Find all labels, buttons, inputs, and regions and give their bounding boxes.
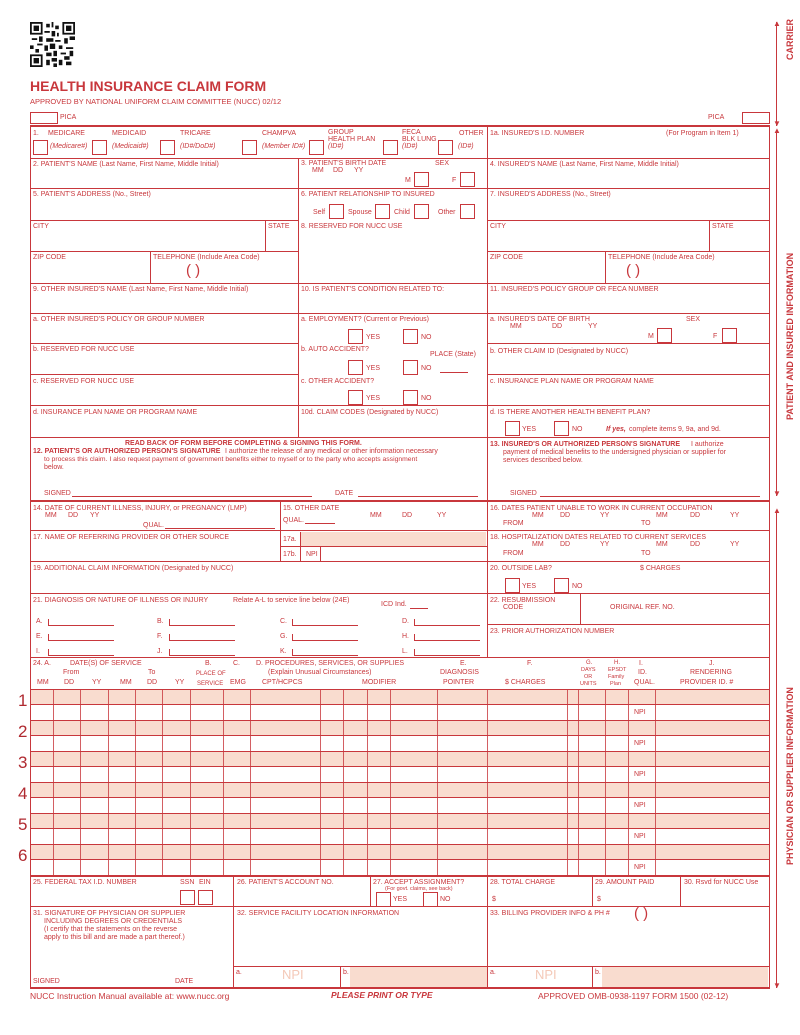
- diag-label: I.: [36, 648, 40, 655]
- diag-label: E.: [36, 633, 43, 640]
- field-22-code: CODE: [503, 604, 524, 611]
- side-physician: PHYSICIAN OR SUPPLIER INFORMATION: [785, 687, 795, 865]
- f27-yes: YES: [393, 896, 408, 903]
- field-4-label: 4. INSURED'S NAME (Last Name, First Name, Middle Initial): [490, 161, 679, 168]
- footer-right: APPROVED OMB-0938-1197 FORM 1500 (02-12): [538, 991, 729, 1001]
- diag-field[interactable]: [292, 625, 358, 626]
- read-back-notice: READ BACK OF FORM BEFORE COMPLETING & SIGNING THIS FORM.: [125, 440, 362, 447]
- f3-f: F: [452, 177, 457, 184]
- field-11-label: 11. INSURED'S POLICY GROUP OR FECA NUMBER: [490, 286, 659, 293]
- diag-label: B.: [157, 618, 164, 625]
- f10c-yes: YES: [366, 395, 381, 402]
- medicare-checkbox[interactable]: [33, 140, 48, 155]
- f24-dd2: DD: [147, 679, 158, 686]
- f10c-yes-checkbox[interactable]: [348, 390, 363, 405]
- field-32-label: 32. SERVICE FACILITY LOCATION INFORMATION: [237, 910, 400, 917]
- service-line-npi: NPI: [634, 740, 646, 747]
- city-label: CITY: [33, 223, 49, 230]
- f15-dd: DD: [402, 512, 413, 519]
- f24-qual: QUAL.: [634, 679, 656, 686]
- f24-rendering: RENDERING: [690, 669, 733, 676]
- diag-field[interactable]: [414, 655, 480, 656]
- service-line-shaded: [31, 752, 769, 766]
- f25-ssn: SSN: [180, 879, 195, 886]
- state-label-right: STATE: [712, 223, 734, 230]
- other-rel-checkbox[interactable]: [460, 204, 475, 219]
- field-11b-label: b. OTHER CLAIM ID (Designated by NUCC): [490, 348, 629, 355]
- field-22-ref: ORIGINAL REF. NO.: [610, 604, 675, 611]
- f24-i: I.: [639, 660, 643, 667]
- field-27-label: 27. ACCEPT ASSIGNMENT?: [373, 879, 465, 886]
- f25-ein: EIN: [199, 879, 211, 886]
- field-26-label: 26. PATIENT'S ACCOUNT NO.: [237, 879, 334, 886]
- form-title: HEALTH INSURANCE CLAIM FORM: [30, 78, 267, 94]
- service-line-npi: NPI: [634, 833, 646, 840]
- field-10d-label: 10d. CLAIM CODES (Designated by NUCC): [301, 409, 439, 416]
- field-10b-label: b. AUTO ACCIDENT?: [301, 346, 369, 353]
- field-31-2: INCLUDING DEGREES OR CREDENTIALS: [44, 918, 183, 925]
- field-11a-label: a. INSURED'S DATE OF BIRTH: [490, 316, 590, 323]
- f18-to: TO: [641, 550, 651, 557]
- f24-modifier: MODIFIER: [362, 679, 397, 686]
- field-15-label: 15. OTHER DATE: [283, 505, 340, 512]
- f17b-npi: NPI: [306, 551, 318, 558]
- field-11c-label: c. INSURANCE PLAN NAME OR PROGRAM NAME: [490, 378, 654, 385]
- diag-label: J.: [157, 648, 163, 655]
- f12-date: DATE: [335, 490, 354, 497]
- field-9b-label: b. RESERVED FOR NUCC USE: [33, 346, 135, 353]
- f24-a: 24. A.: [33, 660, 51, 667]
- f11d-yes-checkbox[interactable]: [505, 421, 520, 436]
- f20-no-checkbox[interactable]: [554, 578, 569, 593]
- f11a-f: F: [713, 333, 718, 340]
- diag-label: D.: [402, 618, 409, 625]
- f16-from: FROM: [503, 520, 524, 527]
- f16-yy1: YY: [600, 512, 610, 519]
- diag-field[interactable]: [292, 640, 358, 641]
- f11a-male-checkbox[interactable]: [657, 328, 672, 343]
- f24-explain: (Explain Unusual Circumstances): [268, 669, 372, 676]
- table-row[interactable]: [30, 798, 770, 813]
- f15-mm: MM: [370, 512, 382, 519]
- medicare-label: MEDICARE: [48, 130, 85, 137]
- f33-a: a.: [490, 969, 496, 976]
- blk-lung-label: BLK LUNG: [402, 136, 437, 143]
- service-line-number: 6: [18, 846, 28, 865]
- f24-units: UNITS: [580, 681, 597, 687]
- medicaid-checkbox[interactable]: [92, 140, 107, 155]
- diag-label: H.: [402, 633, 409, 640]
- f20-no: NO: [572, 583, 583, 590]
- field-11d-label: d. IS THERE ANOTHER HEALTH BENEFIT PLAN?: [490, 409, 651, 416]
- f10a-no-checkbox[interactable]: [403, 329, 418, 344]
- champva-label: CHAMPVA: [262, 130, 297, 137]
- f28-dollar: $: [492, 896, 496, 903]
- field-1a-note: (For Program in Item 1): [666, 130, 739, 137]
- field-10c-label: c. OTHER ACCIDENT?: [301, 378, 375, 385]
- f15-qual: QUAL.: [283, 517, 305, 524]
- f24-dos: DATE(S) OF SERVICE: [70, 660, 142, 667]
- table-row[interactable]: [30, 829, 770, 844]
- pica-right-label: PICA: [708, 114, 725, 121]
- f10a-yes-checkbox[interactable]: [348, 329, 363, 344]
- city-label-right: CITY: [490, 223, 506, 230]
- state-label: STATE: [268, 223, 290, 230]
- tel-label-right: TELEPHONE (Include Area Code): [608, 254, 715, 261]
- child-checkbox[interactable]: [414, 204, 429, 219]
- medicaid-label: MEDICAID: [112, 130, 147, 137]
- feca-checkbox[interactable]: [383, 140, 398, 155]
- f24-g: G.: [586, 660, 593, 666]
- field-1a-label: 1a. INSURED'S I.D. NUMBER: [490, 130, 585, 137]
- f10a-no: NO: [421, 334, 432, 341]
- zip-label-right: ZIP CODE: [490, 254, 523, 261]
- f31-date: DATE: [175, 978, 194, 985]
- field-18-label: 18. HOSPITALIZATION DATES RELATED TO CURRENT SERVICES: [490, 534, 707, 541]
- diag-field[interactable]: [48, 625, 114, 626]
- f11a-yy: YY: [588, 323, 598, 330]
- f18-yy2: YY: [730, 541, 740, 548]
- f11a-m: M: [648, 333, 654, 340]
- champva-checkbox[interactable]: [242, 140, 257, 155]
- pica-left: [30, 112, 58, 124]
- diag-label: L.: [402, 648, 408, 655]
- f24-epsdt: EPSDT: [608, 667, 627, 673]
- child-label: Child: [394, 209, 410, 216]
- f16-mm2: MM: [656, 512, 668, 519]
- approved-line: APPROVED BY NATIONAL UNIFORM CLAIM COMMITTEE (NUCC) 02/12: [30, 97, 282, 106]
- f10a-yes: YES: [366, 334, 381, 341]
- f3-yy: YY: [354, 167, 364, 174]
- field-10-label: 10. IS PATIENT'S CONDITION RELATED TO:: [301, 286, 445, 293]
- service-line-shaded: [31, 845, 769, 859]
- feca-id-label: (ID#): [402, 143, 418, 150]
- diag-field[interactable]: [48, 655, 114, 656]
- f16-dd2: DD: [690, 512, 701, 519]
- service-line-number: 4: [18, 784, 28, 803]
- field-29-label: 29. AMOUNT PAID: [595, 879, 655, 886]
- table-row[interactable]: [30, 860, 770, 875]
- f3-m: M: [405, 177, 411, 184]
- diag-label: K.: [280, 648, 287, 655]
- tricare-label: TRICARE: [180, 130, 211, 137]
- side-patient: PATIENT AND INSURED INFORMATION: [785, 252, 795, 420]
- f14-qual: QUAL.: [143, 522, 165, 529]
- f27-yes-checkbox[interactable]: [376, 892, 391, 907]
- f11d-note-bold: If yes,: [606, 426, 626, 433]
- f18-dd2: DD: [690, 541, 701, 548]
- field-31-1: 31. SIGNATURE OF PHYSICIAN OR SUPPLIER: [33, 910, 186, 917]
- f33-npi-watermark: NPI: [535, 967, 557, 982]
- field-12-text-3: below.: [44, 464, 64, 471]
- f24-from: From: [63, 669, 80, 676]
- service-line-number: 3: [18, 753, 28, 772]
- f10c-no-checkbox[interactable]: [403, 390, 418, 405]
- f3-female-checkbox[interactable]: [460, 172, 475, 187]
- f16-mm1: MM: [532, 512, 544, 519]
- f24-b: B.: [205, 660, 212, 667]
- f11a-sex: SEX: [686, 316, 701, 323]
- f24-pointer: POINTER: [443, 679, 475, 686]
- f24-mm1: MM: [37, 679, 49, 686]
- f14-dd: DD: [68, 512, 79, 519]
- service-line-number: 5: [18, 815, 28, 834]
- f24-service: SERVICE: [197, 681, 224, 687]
- field-2-label: 2. PATIENT'S NAME (Last Name, First Name, Middle Initial): [33, 161, 219, 168]
- field-12-text-2: to process this claim. I also request payment of government benefits either to myself or to the party who accepts assignment: [44, 456, 418, 463]
- f14-mm: MM: [45, 512, 57, 519]
- field-3-sex: SEX: [435, 160, 450, 167]
- f18-mm1: MM: [532, 541, 544, 548]
- f3-dd: DD: [333, 167, 344, 174]
- other-checkbox[interactable]: [438, 140, 453, 155]
- ein-checkbox[interactable]: [198, 890, 213, 905]
- service-line-npi: NPI: [634, 709, 646, 716]
- f10c-no: NO: [421, 395, 432, 402]
- other-label: OTHER: [459, 130, 484, 137]
- service-line-npi: NPI: [634, 802, 646, 809]
- service-line-shaded: [31, 814, 769, 828]
- health-plan-label: HEALTH PLAN: [328, 136, 376, 143]
- f24-or: OR: [584, 674, 593, 680]
- field-14-label: 14. DATE OF CURRENT ILLNESS, INJURY, or PREGNANCY (LMP): [33, 505, 247, 512]
- f13-signed: SIGNED: [510, 490, 537, 497]
- field-7-label: 7. INSURED'S ADDRESS (No., Street): [490, 191, 611, 198]
- diag-field[interactable]: [48, 640, 114, 641]
- field-13-text-2: payment of medical benefits to the undersigned physician or supplier for: [503, 449, 726, 456]
- field-20-label: 20. OUTSIDE LAB?: [490, 565, 552, 572]
- f24-e: E.: [460, 660, 467, 667]
- field-1-label: 1.: [33, 130, 39, 137]
- group-id-label: (ID#): [328, 143, 344, 150]
- field-9d-label: d. INSURANCE PLAN NAME OR PROGRAM NAME: [33, 409, 198, 416]
- ssn-checkbox[interactable]: [180, 890, 195, 905]
- field-22-label: 22. RESUBMISSION: [490, 597, 556, 604]
- diag-field[interactable]: [169, 625, 235, 626]
- field-28-label: 28. TOTAL CHARGE: [490, 879, 556, 886]
- f11d-yes: YES: [522, 426, 537, 433]
- f24-cpt: CPT/HCPCS: [262, 679, 303, 686]
- field-31-4: apply to this bill and are made a part thereof.): [44, 934, 185, 941]
- f15-yy: YY: [437, 512, 447, 519]
- diag-field[interactable]: [292, 655, 358, 656]
- side-carrier: CARRIER: [785, 18, 795, 60]
- field-31-3: (I certify that the statements on the reverse: [44, 926, 178, 933]
- pica-left-label: PICA: [60, 114, 77, 121]
- field-13-text-3: services described below.: [503, 457, 583, 464]
- field-21-label: 21. DIAGNOSIS OR NATURE OF ILLNESS OR INJURY: [33, 597, 209, 604]
- footer-left: NUCC Instruction Manual available at: www.nucc.org: [30, 991, 230, 1001]
- field-9-label: 9. OTHER INSURED'S NAME (Last Name, First Name, Middle Initial): [33, 286, 249, 293]
- field-21-note: Relate A-L to service line below (24E): [233, 597, 350, 604]
- service-line-shaded: [31, 690, 769, 704]
- tel-paren-right: ( ): [626, 262, 641, 279]
- f16-to: TO: [641, 520, 651, 527]
- f18-from: FROM: [503, 550, 524, 557]
- f24-id: ID.: [638, 669, 647, 676]
- f20-charges: $ CHARGES: [640, 565, 681, 572]
- f16-yy2: YY: [730, 512, 740, 519]
- field-12-text-1: I authorize the release of any medical or other information necessary: [225, 448, 438, 455]
- f24-place: PLACE OF: [196, 671, 226, 677]
- f18-dd1: DD: [560, 541, 571, 548]
- feca-label: FECA: [402, 129, 421, 136]
- field-19-label: 19. ADDITIONAL CLAIM INFORMATION (Designated by NUCC): [33, 565, 234, 572]
- diag-label: C.: [280, 618, 287, 625]
- f24-j: J.: [709, 660, 715, 667]
- f14-yy: YY: [90, 512, 100, 519]
- f24-mm2: MM: [120, 679, 132, 686]
- f10b-no: NO: [421, 365, 432, 372]
- f18-mm2: MM: [656, 541, 668, 548]
- f11d-no-checkbox[interactable]: [554, 421, 569, 436]
- group-checkbox[interactable]: [309, 140, 324, 155]
- place-state: PLACE (State): [430, 351, 476, 358]
- medicaid-id-label: (Medicaid#): [112, 143, 149, 150]
- f24-c: C.: [233, 660, 240, 667]
- f32-a: a.: [236, 969, 242, 976]
- f24-yy1: YY: [92, 679, 102, 686]
- f24-dd1: DD: [64, 679, 75, 686]
- f24-to: To: [148, 669, 156, 676]
- group-label: GROUP: [328, 129, 354, 136]
- f16-dd1: DD: [560, 512, 571, 519]
- f24-charges: $ CHARGES: [505, 679, 546, 686]
- f24-days: DAYS: [581, 667, 596, 673]
- field-10a-label: a. EMPLOYMENT? (Current or Previous): [301, 316, 429, 323]
- table-row[interactable]: [30, 767, 770, 782]
- field-9a-label: a. OTHER INSURED'S POLICY OR GROUP NUMBER: [33, 316, 205, 323]
- champva-id-label: (Member ID#): [262, 143, 306, 150]
- f32-b: b.: [343, 969, 349, 976]
- f10b-yes: YES: [366, 365, 381, 372]
- f24-diagnosis: DIAGNOSIS: [440, 669, 479, 676]
- f11a-dd: DD: [552, 323, 563, 330]
- field-13-title: 13. INSURED'S OR AUTHORIZED PERSON'S SIGNATURE: [490, 441, 681, 448]
- field-27-note: (For govt. claims, see back): [385, 886, 453, 892]
- f11a-female-checkbox[interactable]: [722, 328, 737, 343]
- field-9c-label: c. RESERVED FOR NUCC USE: [33, 378, 134, 385]
- field-23-label: 23. PRIOR AUTHORIZATION NUMBER: [490, 628, 615, 635]
- f27-no-checkbox[interactable]: [423, 892, 438, 907]
- f27-no: NO: [440, 896, 451, 903]
- zip-label: ZIP CODE: [33, 254, 66, 261]
- field-8-label: 8. RESERVED FOR NUCC USE: [301, 223, 403, 230]
- f10b-no-checkbox[interactable]: [403, 360, 418, 375]
- field-12-title: 12. PATIENT'S OR AUTHORIZED PERSON'S SIGNATURE: [33, 448, 221, 455]
- service-line-shaded: [31, 783, 769, 797]
- service-line-npi: NPI: [634, 771, 646, 778]
- spouse-checkbox[interactable]: [375, 204, 390, 219]
- field-3-label: 3. PATIENT'S BIRTH DATE: [301, 160, 387, 167]
- tricare-id-label: (ID#/DoD#): [180, 143, 216, 150]
- f24-f: F.: [527, 660, 533, 667]
- table-row[interactable]: [30, 705, 770, 720]
- service-line-number: 2: [18, 722, 28, 741]
- f31-signed: SIGNED: [33, 978, 60, 985]
- pica-right: [742, 112, 770, 124]
- self-label: Self: [313, 209, 326, 216]
- f10b-yes-checkbox[interactable]: [348, 360, 363, 375]
- f24-plan: Plan: [610, 681, 622, 687]
- f3-mm: MM: [312, 167, 324, 174]
- field-6-label: 6. PATIENT RELATIONSHIP TO INSURED: [301, 191, 435, 198]
- f33-paren: ( ): [634, 905, 649, 922]
- f20-yes-checkbox[interactable]: [505, 578, 520, 593]
- field-30-label: 30. Rsvd for NUCC Use: [684, 879, 759, 886]
- field-16-label: 16. DATES PATIENT UNABLE TO WORK IN CURRENT OCCUPATION: [490, 505, 713, 512]
- tel-label: TELEPHONE (Include Area Code): [153, 254, 260, 261]
- diag-label: F.: [157, 633, 163, 640]
- diag-field[interactable]: [414, 625, 480, 626]
- tricare-checkbox[interactable]: [160, 140, 175, 155]
- service-line-npi: NPI: [634, 864, 646, 871]
- field-25-label: 25. FEDERAL TAX I.D. NUMBER: [33, 879, 137, 886]
- footer-center: PLEASE PRINT OR TYPE: [331, 990, 433, 1000]
- f17a: 17a.: [283, 536, 297, 543]
- field-17-label: 17. NAME OF REFERRING PROVIDER OR OTHER SOURCE: [33, 534, 230, 541]
- spouse-label: Spouse: [348, 209, 372, 216]
- field-5-label: 5. PATIENT'S ADDRESS (No., Street): [33, 191, 151, 198]
- tel-paren: ( ): [186, 262, 201, 279]
- f33-b: b.: [595, 969, 601, 976]
- icd-ind: ICD Ind.: [381, 601, 407, 608]
- other-rel-label: Other: [438, 209, 456, 216]
- self-checkbox[interactable]: [329, 204, 344, 219]
- medicare-id-label: (Medicare#): [50, 143, 88, 150]
- f32-npi-watermark: NPI: [282, 967, 304, 982]
- other-id-label: (ID#): [458, 143, 474, 150]
- f24-emg: EMG: [230, 679, 246, 686]
- f17b: 17b.: [283, 551, 297, 558]
- diag-field[interactable]: [169, 655, 235, 656]
- field-13-text-1: I authorize: [691, 441, 724, 448]
- f29-dollar: $: [597, 896, 601, 903]
- f24-family: Family: [608, 674, 625, 680]
- table-row[interactable]: [30, 736, 770, 751]
- diag-field[interactable]: [169, 640, 235, 641]
- diag-field[interactable]: [414, 640, 480, 641]
- f11a-mm: MM: [510, 323, 522, 330]
- f12-signed: SIGNED: [44, 490, 71, 497]
- service-line-shaded: [31, 721, 769, 735]
- f20-yes: YES: [522, 583, 537, 590]
- service-line-number: 1: [18, 691, 28, 710]
- f24-yy2: YY: [175, 679, 185, 686]
- f24-provider: PROVIDER ID. #: [680, 679, 734, 686]
- f24-d: D. PROCEDURES, SERVICES, OR SUPPLIES: [256, 660, 405, 667]
- f3-male-checkbox[interactable]: [414, 172, 429, 187]
- field-33-label: 33. BILLING PROVIDER INFO & PH #: [490, 910, 610, 917]
- diag-label: A.: [36, 618, 43, 625]
- qr-code: [30, 22, 75, 67]
- f24-h: H.: [614, 660, 620, 666]
- diag-label: G.: [280, 633, 288, 640]
- f18-yy1: YY: [600, 541, 610, 548]
- f11d-note: complete items 9, 9a, and 9d.: [629, 426, 721, 433]
- f11d-no: NO: [572, 426, 583, 433]
